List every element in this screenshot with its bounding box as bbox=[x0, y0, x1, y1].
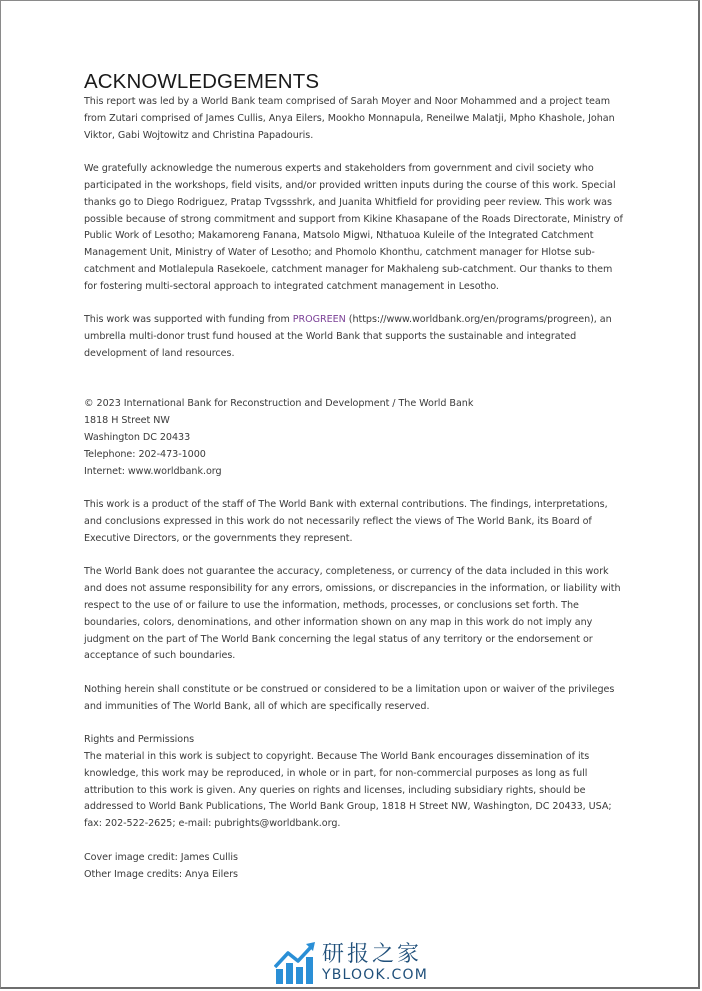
funding-text-before: This work was supported with funding from bbox=[84, 314, 293, 326]
copyright-line: © 2023 International Bank for Reconstruction and Development / The World Bank bbox=[84, 398, 474, 410]
telephone-line: Telephone: 202-473-1000 bbox=[84, 448, 206, 460]
privileges-disclaimer: Nothing herein shall constitute or be construed or considered to be a limitation upon or waiver of the privileges and immunities of The World Bank, all of which are specifically reserved. bbox=[84, 683, 615, 712]
internet-line: Internet: www.worldbank.org bbox=[84, 465, 222, 477]
city-line: Washington DC 20433 bbox=[84, 431, 191, 443]
progreen-link[interactable]: PROGREEN bbox=[292, 314, 346, 326]
logo-text bbox=[322, 943, 428, 983]
street-line: 1818 H Street NW bbox=[84, 415, 170, 427]
team-paragraph: This report was led by a World Bank team comprised of Sarah Moyer and Noor Mohammed and a project team from Zutari comprised of James Cullis, Anya Eilers, Mookho Monnapula, Reneilwe Malatji, Mpho Khashole, Johan Viktor, Gabi Wojtowitz and Christina Papadouris. bbox=[84, 96, 615, 141]
logo-english-text: YBLOOK.COM bbox=[322, 967, 429, 983]
funding-text-after: (https://www.worldbank.org/en/programs/progreen), an umbrella multi-donor trust fund housed at the World Bank that supports the sustainable and integrated development of land resources. bbox=[84, 314, 612, 359]
address-block bbox=[84, 396, 624, 480]
thanks-paragraph: We gratefully acknowledge the numerous experts and stakeholders from government and civil society who participated in the workshops, field visits, and/or provided written inputs during the course of this work. Special thanks go to Diego Rodriguez, Pratap Tvgssshrk, and Juanita Whitfield for providing peer review. This work was possible because of strong commitment and support from Kikine Khasapane of the Roads Directorate, Ministry of Public Work of Lesotho; Makamoreng Fanana, Matsolo Migwi, Nthatuoa Kuleile of the Integrated Catchment Management Unit, Ministry of Water of Lesotho; and Phomolo Khonthu, catchment manager for Hlotse sub-catchment and Motlalepula Rasekoele, catchment manager for Makhaleng sub-catchment. Our thanks to them for fostering multi-sectoral approach to integrated catchment management in Lesotho. bbox=[84, 163, 623, 292]
spacer bbox=[84, 144, 624, 161]
rights-heading: Rights and Permissions bbox=[84, 734, 195, 746]
guarantee-disclaimer: The World Bank does not guarantee the accuracy, completeness, or currency of the data included in this work and does not assume responsibility for any errors, omissions, or discrepancies in the information, or liability with respect to the use of or failure to use the information, methods, processes, or conclusions set forth. The boundaries, colors, denominations, and other information shown on any map in this work do not imply any judgment on the part of The World Bank concerning the legal status of any territory or the endorsement or acceptance of such boundaries. bbox=[84, 566, 621, 662]
spacer bbox=[84, 833, 624, 850]
spacer bbox=[84, 715, 624, 732]
logo-chinese-text: 研报之家 bbox=[322, 942, 423, 967]
cover-credit: Cover image credit: James Cullis bbox=[84, 851, 238, 863]
rights-body: The material in this work is subject to copyright. Because The World Bank encourages dissemination of its knowledge, this work may be reproduced, in whole or in part, for non-commercial purposes as long as full attribution to this work is given. Any queries on rights and licenses, including subsidiary rights, should be addressed to World Bank Publications, The World Bank Group, 1818 H Street NW, Washington, DC 20433, USA; fax: 202-522-2625; e-mail: pubrights@worldbank.org. bbox=[84, 751, 612, 830]
page-title: ACKNOWLEDGEMENTS bbox=[84, 70, 320, 93]
acknowledgements-page bbox=[84, 70, 624, 883]
spacer bbox=[84, 480, 624, 497]
spacer bbox=[84, 665, 624, 682]
spacer bbox=[84, 296, 624, 313]
product-disclaimer: This work is a product of the staff of The World Bank with external contributions. The findings, interpretations, and conclusions expressed in this work do not necessarily reflect the views of The World Bank, its Board of Executive Directors, or the governments they represent. bbox=[84, 499, 608, 544]
spacer bbox=[84, 548, 624, 565]
rising-chart-icon bbox=[274, 941, 316, 985]
watermark-logo bbox=[274, 939, 428, 987]
spacer bbox=[84, 363, 624, 397]
funding-paragraph bbox=[84, 312, 624, 362]
other-credit: Other Image credits: Anya Eilers bbox=[84, 868, 238, 880]
